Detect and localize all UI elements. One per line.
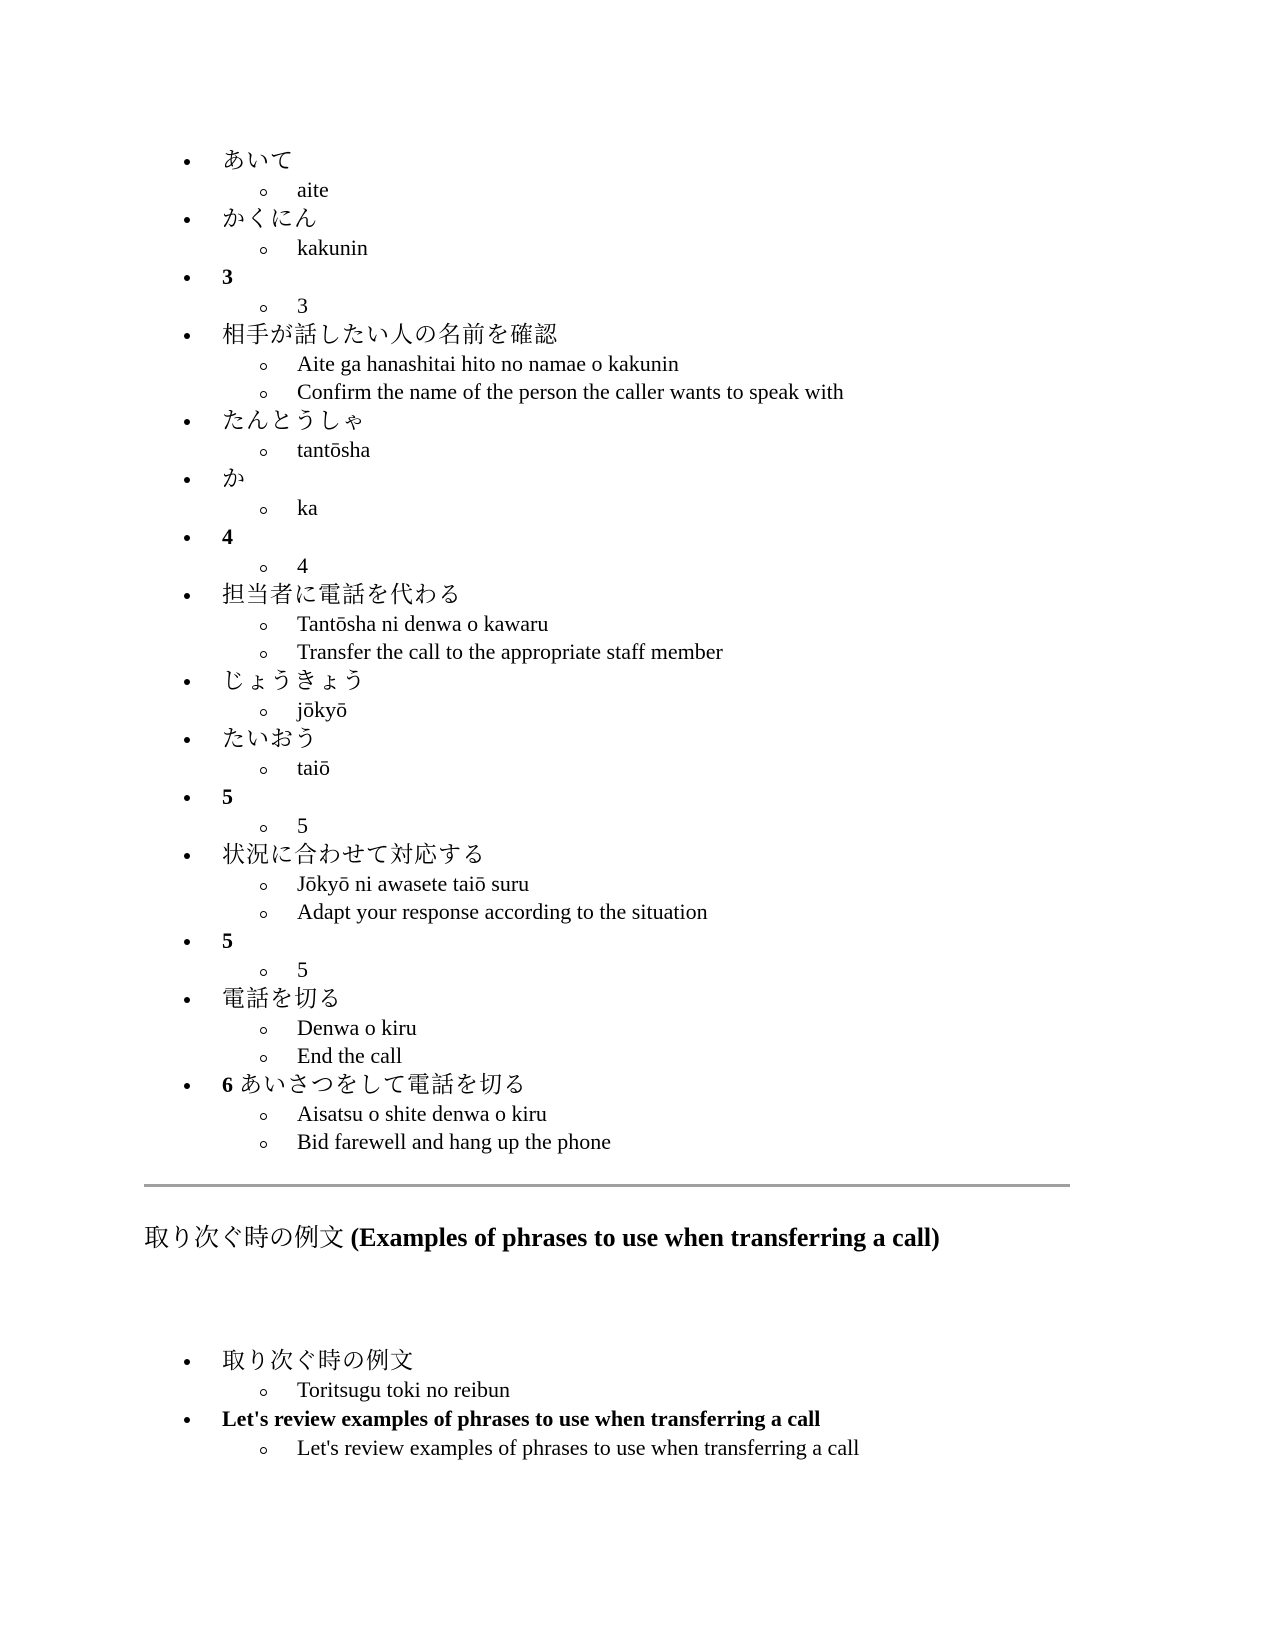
sub-list [222, 1376, 1275, 1404]
item-label: 5 [222, 784, 233, 809]
sub-list [222, 436, 1275, 464]
item-label: か [222, 466, 246, 492]
circle-bullet-icon [260, 565, 267, 572]
circle-bullet-icon [260, 507, 267, 514]
list-item-heading [222, 782, 1275, 812]
examples-list [0, 1346, 1275, 1462]
sub-list [222, 956, 1275, 984]
sub-item-text: aite [297, 177, 329, 202]
sub-list-item [222, 1128, 1275, 1156]
circle-bullet-icon [260, 189, 267, 196]
sub-list [222, 292, 1275, 320]
sub-list-item [222, 1042, 1275, 1070]
list-item-heading [222, 406, 1275, 436]
list-item-heading [222, 1404, 1275, 1434]
circle-bullet-icon [260, 709, 267, 716]
sub-list [222, 696, 1275, 724]
circle-bullet-icon [260, 767, 267, 774]
list-item-heading [222, 666, 1275, 696]
sub-list-item [222, 436, 1275, 464]
list-item [0, 926, 1275, 984]
list-item-heading [222, 146, 1275, 176]
sub-list [222, 234, 1275, 262]
list-item [0, 984, 1275, 1070]
list-item [0, 320, 1275, 406]
sub-item-text: Bid farewell and hang up the phone [297, 1129, 612, 1154]
item-label: 取り次ぐ時の例文 [222, 1348, 414, 1374]
sub-list-item [222, 956, 1275, 984]
sub-list [222, 176, 1275, 204]
circle-bullet-icon [260, 1027, 267, 1034]
circle-bullet-icon [260, 1055, 267, 1062]
list-item-heading [222, 580, 1275, 610]
sub-list-item [222, 234, 1275, 262]
circle-bullet-icon [260, 651, 267, 658]
circle-bullet-icon [260, 305, 267, 312]
list-item [0, 464, 1275, 522]
list-item-heading [222, 984, 1275, 1014]
sub-list [222, 552, 1275, 580]
sub-item-text: Tantōsha ni denwa o kawaru [297, 611, 549, 636]
sub-list-item [222, 1376, 1275, 1404]
item-label: Let's review examples of phrases to use when transferring a call [222, 1406, 821, 1431]
item-label: 電話を切る [222, 986, 342, 1012]
list-item-heading [222, 522, 1275, 552]
section-heading-en: (Examples of phrases to use when transferring a call) [350, 1223, 940, 1252]
circle-bullet-icon [260, 391, 267, 398]
sub-item-text: 5 [297, 813, 308, 838]
sub-list [222, 812, 1275, 840]
sub-item-text: Confirm the name of the person the caller wants to speak with [297, 379, 844, 404]
item-label: 3 [222, 264, 233, 289]
item-label: あいさつをして電話を切る [239, 1072, 527, 1098]
section-heading-jp: 取り次ぐ時の例文 [144, 1223, 345, 1252]
list-item [0, 262, 1275, 320]
list-item [0, 522, 1275, 580]
sub-item-text: taiō [297, 755, 330, 780]
item-label: 状況に合わせて対応する [222, 842, 486, 868]
list-item [0, 1070, 1275, 1156]
sub-list [222, 350, 1275, 406]
sub-item-text: Aisatsu o shite denwa o kiru [297, 1101, 547, 1126]
sub-list-item [222, 494, 1275, 522]
sub-list-item [222, 812, 1275, 840]
item-label: 4 [222, 524, 233, 549]
item-label: たいおう [222, 726, 318, 752]
sub-list [222, 1014, 1275, 1070]
sub-item-text: jōkyō [297, 697, 348, 722]
list-item [0, 1346, 1275, 1404]
circle-bullet-icon [260, 1447, 267, 1454]
sub-list-item [222, 176, 1275, 204]
section-heading [144, 1220, 940, 1256]
sub-list-item [222, 696, 1275, 724]
list-item-heading [222, 320, 1275, 350]
list-item [0, 580, 1275, 666]
list-item-heading [222, 724, 1275, 754]
sub-item-text: End the call [297, 1043, 403, 1068]
list-item-heading [222, 1346, 1275, 1376]
sub-list-item [222, 1434, 1275, 1462]
circle-bullet-icon [260, 623, 267, 630]
list-item-heading [222, 1070, 1275, 1100]
item-label: あいて [222, 148, 294, 174]
circle-bullet-icon [260, 363, 267, 370]
list-item-heading [222, 840, 1275, 870]
sub-list-item [222, 610, 1275, 638]
circle-bullet-icon [260, 969, 267, 976]
sub-item-text: kakunin [297, 235, 368, 260]
sub-list-item [222, 870, 1275, 898]
sub-list [222, 494, 1275, 522]
item-label: 5 [222, 928, 233, 953]
horizontal-rule [144, 1184, 1070, 1187]
sub-item-text: Aite ga hanashitai hito no namae o kakunin [297, 351, 679, 376]
list-item [0, 1404, 1275, 1462]
vocabulary-list [0, 146, 1275, 1156]
sub-item-text: 4 [297, 553, 308, 578]
sub-item-text: 5 [297, 957, 308, 982]
item-number: 6 [222, 1072, 233, 1097]
list-item-heading [222, 204, 1275, 234]
item-label: かくにん [222, 206, 318, 232]
list-item [0, 782, 1275, 840]
sub-list [222, 870, 1275, 926]
sub-list [222, 1100, 1275, 1156]
sub-list [222, 754, 1275, 782]
sub-item-text: Let's review examples of phrases to use when transferring a call [297, 1435, 860, 1460]
sub-list [222, 610, 1275, 666]
list-item-heading [222, 464, 1275, 494]
sub-item-text: Toritsugu toki no reibun [297, 1377, 510, 1402]
list-item [0, 666, 1275, 724]
sub-list-item [222, 350, 1275, 378]
list-item-heading [222, 926, 1275, 956]
sub-list-item [222, 292, 1275, 320]
circle-bullet-icon [260, 449, 267, 456]
item-label: たんとうしゃ [222, 408, 366, 434]
sub-item-text: 3 [297, 293, 308, 318]
sub-item-text: Adapt your response according to the situation [297, 899, 708, 924]
list-item [0, 840, 1275, 926]
list-item [0, 204, 1275, 262]
circle-bullet-icon [260, 911, 267, 918]
sub-list [222, 1434, 1275, 1462]
item-label: じょうきょう [222, 668, 366, 694]
list-item [0, 146, 1275, 204]
list-item-heading [222, 262, 1275, 292]
circle-bullet-icon [260, 1141, 267, 1148]
sub-list-item [222, 1014, 1275, 1042]
item-label: 担当者に電話を代わる [222, 582, 462, 608]
sub-list-item [222, 378, 1275, 406]
sub-list-item [222, 638, 1275, 666]
sub-list-item [222, 898, 1275, 926]
list-item [0, 724, 1275, 782]
circle-bullet-icon [260, 1389, 267, 1396]
sub-item-text: Denwa o kiru [297, 1015, 417, 1040]
sub-list-item [222, 552, 1275, 580]
sub-item-text: Jōkyō ni awasete taiō suru [297, 871, 530, 896]
sub-item-text: Transfer the call to the appropriate staff member [297, 639, 723, 664]
sub-item-text: tantōsha [297, 437, 371, 462]
list-item [0, 406, 1275, 464]
item-label: 相手が話したい人の名前を確認 [222, 322, 558, 348]
circle-bullet-icon [260, 247, 267, 254]
circle-bullet-icon [260, 883, 267, 890]
sub-item-text: ka [297, 495, 318, 520]
circle-bullet-icon [260, 825, 267, 832]
sub-list-item [222, 1100, 1275, 1128]
sub-list-item [222, 754, 1275, 782]
circle-bullet-icon [260, 1113, 267, 1120]
